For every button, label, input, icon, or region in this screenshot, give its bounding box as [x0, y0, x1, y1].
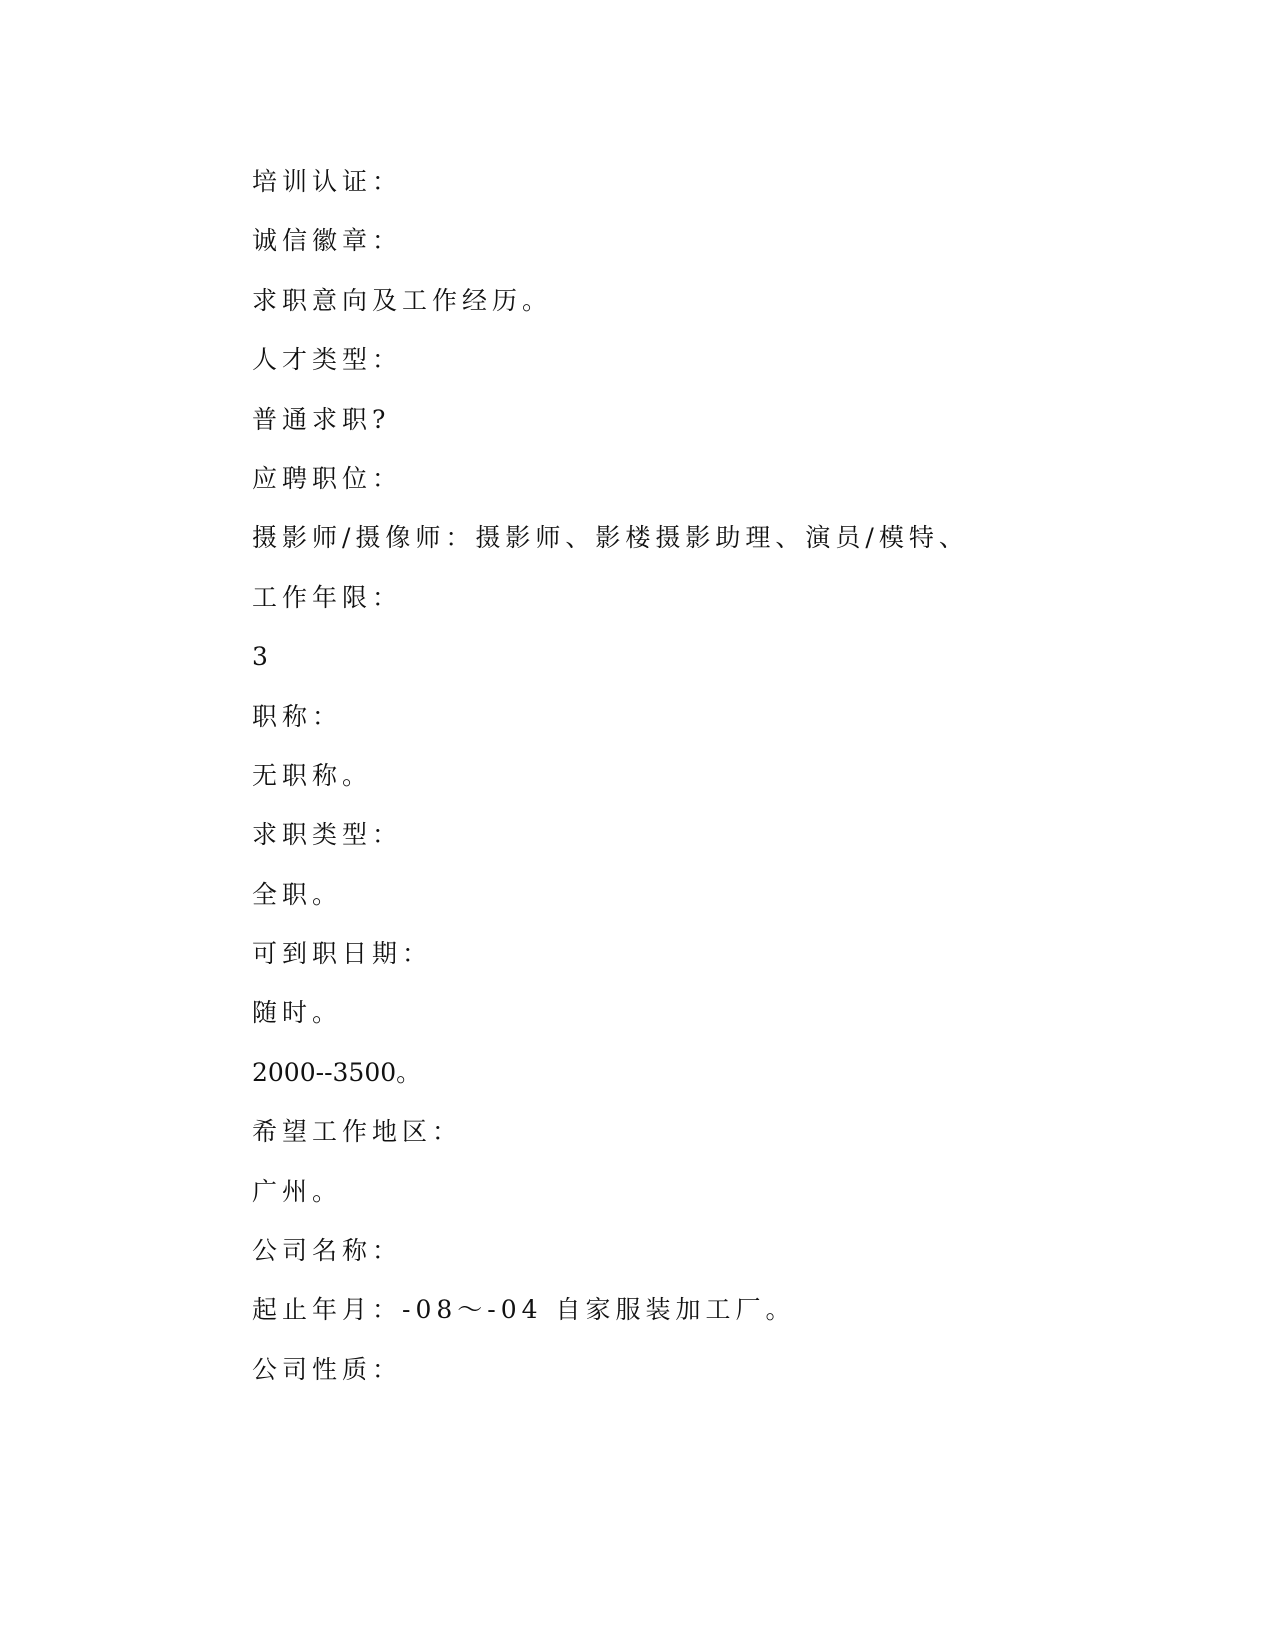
professional-title-label: 职称：	[252, 701, 343, 731]
preferred-work-area-value: 广州。	[252, 1176, 343, 1206]
training-certification-label: 培训认证：	[252, 167, 403, 196]
talent-type-label: 人才类型：	[252, 345, 403, 375]
years-of-work-value: 3	[252, 642, 268, 672]
preferred-work-area-label: 希望工作地区：	[252, 1117, 463, 1147]
document-body	[252, 160, 1032, 1407]
available-date-value: 随时。	[252, 998, 343, 1028]
years-of-work-label: 工作年限：	[252, 582, 403, 612]
company-name-label: 公司名称：	[252, 1236, 403, 1266]
job-type-value: 全职。	[252, 879, 343, 909]
job-intention-and-work-history-heading: 求职意向及工作经历。	[252, 285, 553, 315]
professional-title-value: 无职称。	[252, 760, 373, 790]
available-date-label: 可到职日期：	[252, 939, 433, 969]
employment-period-line: 起止年月：-08～-04 自家服装加工厂。	[252, 1295, 796, 1325]
applied-position-value: 摄影师/摄像师：摄影师、影楼摄影助理、演员/模特、	[252, 523, 969, 553]
talent-type-value: 普通求职?	[252, 404, 391, 434]
applied-position-label: 应聘职位：	[252, 463, 403, 493]
job-type-label: 求职类型：	[252, 820, 403, 850]
salary-range-value: 2000--3500。	[252, 1057, 422, 1087]
integrity-badge-label: 诚信徽章：	[252, 226, 403, 256]
company-nature-label: 公司性质：	[252, 1354, 403, 1384]
